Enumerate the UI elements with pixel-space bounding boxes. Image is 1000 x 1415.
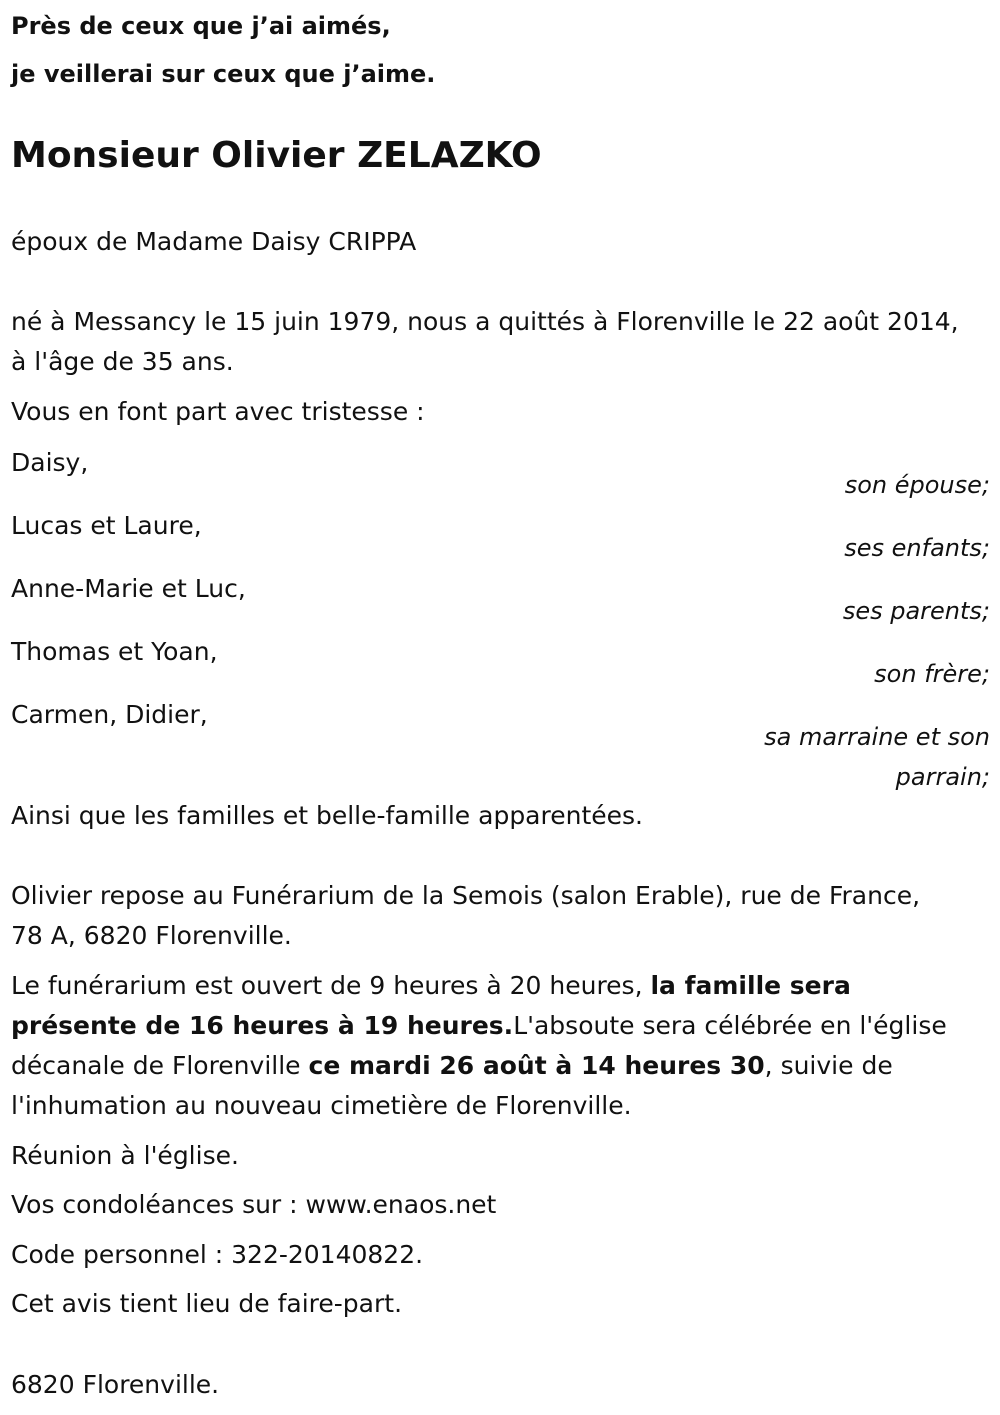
relative-name: Carmen, Didier, — [11, 700, 208, 729]
ceremony-line-2 — [11, 1006, 990, 1046]
ceremony-highlight: ce mardi 26 août à 14 heures 30 — [308, 1051, 765, 1080]
relative-name: Anne-Marie et Luc, — [11, 574, 246, 603]
condolences-line: Vos condoléances sur : www.enaos.net — [11, 1190, 497, 1219]
relative-role: ses enfants; — [844, 534, 990, 562]
relative-name: Lucas et Laure, — [11, 511, 202, 540]
announcement-line: Vous en font part avec tristesse : — [11, 397, 425, 426]
relative-role-line-2: parrain; — [895, 763, 990, 791]
deceased-name: Monsieur Olivier ZELAZKO — [11, 135, 542, 176]
birth-death-line-2: à l'âge de 35 ans. — [11, 347, 234, 376]
rest-place-line-1: Olivier repose au Funérarium de la Semois (salon Erable), rue de France, — [11, 881, 921, 910]
families-line: Ainsi que les familles et belle-famille apparentées. — [11, 801, 643, 830]
rest-place-line-2: 78 A, 6820 Florenville. — [11, 921, 292, 950]
ceremony-line-3 — [11, 1046, 990, 1086]
relative-role-line-1: sa marraine et son — [764, 723, 990, 751]
birth-death-line-1: né à Messancy le 15 juin 1979, nous a quittés à Florenville le 22 août 2014, — [11, 307, 959, 336]
ceremony-text: Le funérarium est ouvert de 9 heures à 20 heures, — [11, 971, 651, 1000]
ceremony-line-1 — [11, 966, 990, 1006]
relative-name: Daisy, — [11, 448, 89, 477]
relative-role: son épouse; — [844, 471, 990, 499]
notice-line: Cet avis tient lieu de faire-part. — [11, 1289, 403, 1318]
ceremony-line-4: l'inhumation au nouveau cimetière de Florenville. — [11, 1091, 632, 1120]
ceremony-text: décanale de Florenville — [11, 1051, 309, 1080]
ceremony-text: L'absoute sera célébrée en l'église — [513, 1011, 947, 1040]
ceremony-highlight: la famille sera — [650, 971, 851, 1000]
ceremony-text: , suivie de — [764, 1051, 893, 1080]
relative-name: Thomas et Yoan, — [11, 637, 218, 666]
epitaph-line-2: je veillerai sur ceux que j’aime. — [11, 60, 436, 88]
spouse-line: époux de Madame Daisy CRIPPA — [11, 227, 417, 256]
epitaph-line-1: Près de ceux que j’ai aimés, — [11, 12, 391, 40]
ceremony-highlight: présente de 16 heures à 19 heures. — [11, 1011, 514, 1040]
meeting-line: Réunion à l'église. — [11, 1141, 239, 1170]
location-line: 6820 Florenville. — [11, 1370, 220, 1399]
relative-role: son frère; — [874, 660, 990, 688]
personal-code-line: Code personnel : 322-20140822. — [11, 1240, 424, 1269]
relative-role: ses parents; — [842, 597, 990, 625]
